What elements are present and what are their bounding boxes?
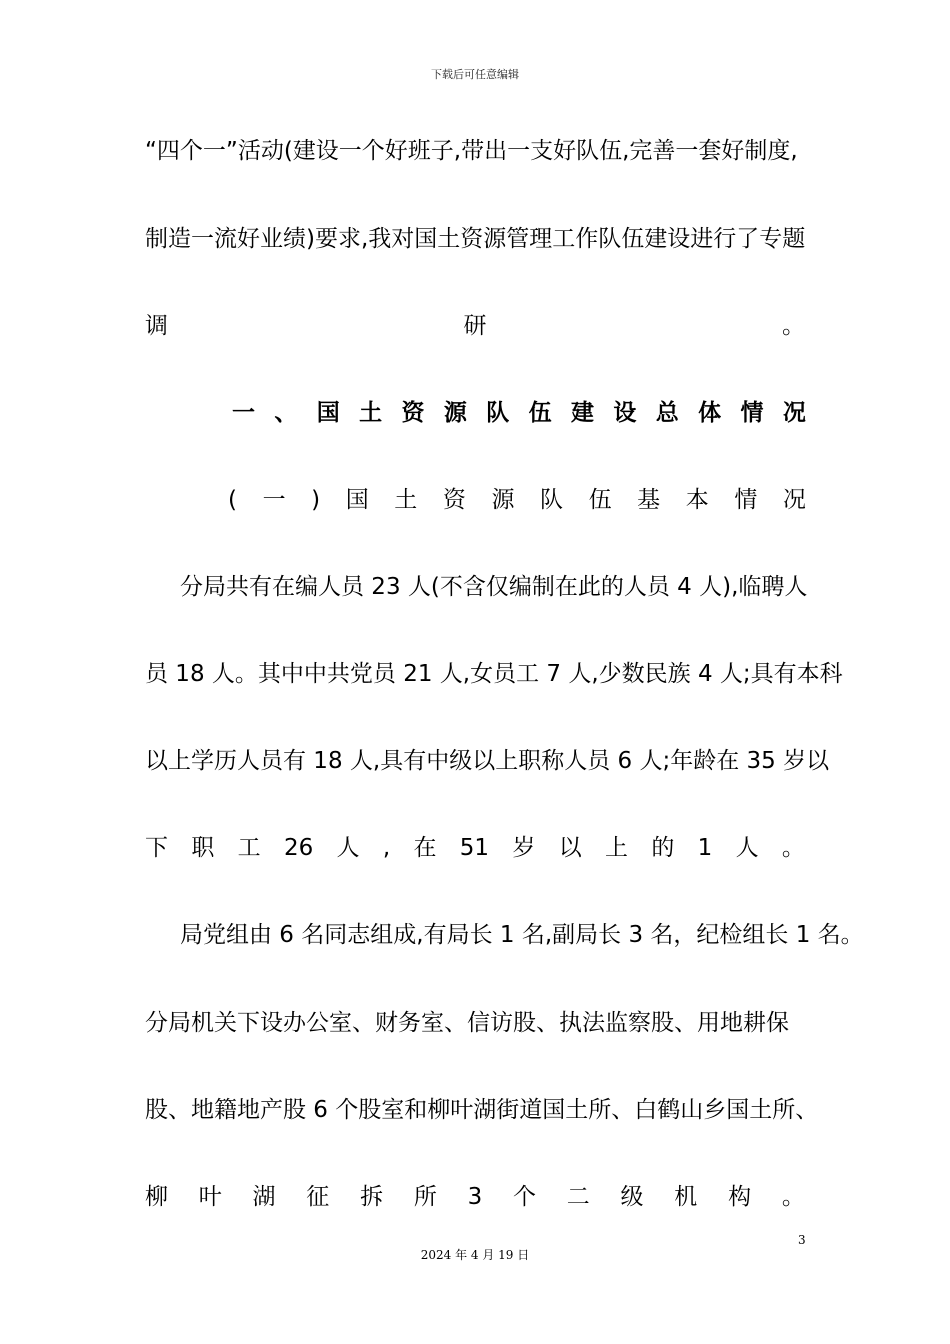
char: 队 bbox=[486, 400, 510, 426]
char: 情 bbox=[734, 487, 758, 513]
char: 源 bbox=[443, 400, 467, 426]
char: 51 bbox=[459, 835, 490, 861]
char: 源 bbox=[491, 487, 515, 513]
char: 柳 bbox=[145, 1184, 168, 1210]
char: 个 bbox=[513, 1184, 536, 1210]
char: 土 bbox=[359, 400, 383, 426]
char: 情 bbox=[740, 400, 764, 426]
char: 研 bbox=[463, 313, 487, 339]
char: 一 bbox=[262, 487, 286, 513]
char: 建 bbox=[571, 400, 594, 426]
char: 设 bbox=[613, 400, 637, 426]
char: , bbox=[382, 835, 391, 861]
paragraph-line: 股、地籍地产股 6 个股室和柳叶湖街道国土所、白鹤山乡国土所、 bbox=[145, 1097, 819, 1123]
paragraph-line: 分局机关下设办公室、财务室、信访股、执法监察股、用地耕保 bbox=[145, 1010, 789, 1036]
char: 拆 bbox=[360, 1184, 384, 1210]
section-heading bbox=[232, 398, 806, 428]
paragraph-line-justified bbox=[145, 833, 805, 863]
char: 以 bbox=[558, 835, 582, 861]
paragraph-line: 员 18 人。其中中共党员 21 人,女员工 7 人,少数民族 4 人;具有本科 bbox=[145, 661, 843, 687]
char: 国 bbox=[345, 487, 369, 513]
char: 上 bbox=[605, 835, 628, 861]
char: 工 bbox=[237, 835, 261, 861]
char: 人 bbox=[336, 835, 360, 861]
char: 二 bbox=[566, 1184, 590, 1210]
char: 下 bbox=[145, 835, 168, 861]
char: 叶 bbox=[198, 1184, 222, 1210]
paragraph-line-justified bbox=[145, 311, 805, 341]
char: 体 bbox=[698, 400, 722, 426]
char: 资 bbox=[442, 487, 466, 513]
char: 岁 bbox=[512, 835, 536, 861]
char: 调 bbox=[145, 313, 168, 339]
char: 、 bbox=[274, 400, 298, 426]
char: 伍 bbox=[528, 400, 552, 426]
char: 征 bbox=[306, 1184, 330, 1210]
paragraph-line: 以上学历人员有 18 人,具有中级以上职称人员 6 人;年龄在 35 岁以 bbox=[145, 748, 830, 774]
char: 3 bbox=[467, 1184, 483, 1210]
char: 。 bbox=[781, 835, 805, 861]
page-header: 下载后可任意编辑 bbox=[431, 68, 519, 81]
paragraph-line: 制造一流好业绩)要求,我对国土资源管理工作队伍建设进行了专题 bbox=[145, 226, 806, 252]
char: 。 bbox=[782, 313, 805, 339]
char: 一 bbox=[232, 400, 255, 426]
char: 。 bbox=[781, 1184, 805, 1210]
char: 况 bbox=[782, 400, 806, 426]
page-number: 3 bbox=[798, 1233, 806, 1247]
char: 在 bbox=[413, 835, 437, 861]
paragraph-line: 分局共有在编人员 23 人(不含仅编制在此的人员 4 人),临聘人 bbox=[180, 574, 808, 600]
char: 1 bbox=[697, 835, 713, 861]
char: 国 bbox=[316, 400, 340, 426]
char: ) bbox=[311, 487, 321, 513]
char: 队 bbox=[540, 487, 564, 513]
char: 基 bbox=[637, 487, 661, 513]
char: 伍 bbox=[588, 487, 612, 513]
char: 土 bbox=[394, 487, 418, 513]
char: 资 bbox=[401, 400, 425, 426]
char: 湖 bbox=[252, 1184, 276, 1210]
paragraph-line: 局党组由 6 名同志组成,有局长 1 名,副局长 3 名，纪检组长 1 名。 bbox=[180, 922, 864, 948]
char: 构 bbox=[728, 1184, 752, 1210]
char: 级 bbox=[620, 1184, 644, 1210]
paragraph-line-justified bbox=[145, 1182, 805, 1212]
char: 所 bbox=[413, 1184, 437, 1210]
char: 26 bbox=[283, 835, 314, 861]
char: 况 bbox=[782, 487, 806, 513]
char: 职 bbox=[191, 835, 215, 861]
subsection-heading bbox=[228, 485, 806, 515]
char: ( bbox=[228, 487, 237, 513]
char: 人 bbox=[735, 835, 759, 861]
char: 的 bbox=[651, 835, 675, 861]
paragraph-line: “四个一”活动(建设一个好班子,带出一支好队伍,完善一套好制度, bbox=[145, 138, 798, 164]
page-footer-date: 2024 年 4 月 19 日 bbox=[420, 1248, 530, 1262]
char: 总 bbox=[655, 400, 679, 426]
char: 本 bbox=[685, 487, 709, 513]
char: 机 bbox=[674, 1184, 698, 1210]
